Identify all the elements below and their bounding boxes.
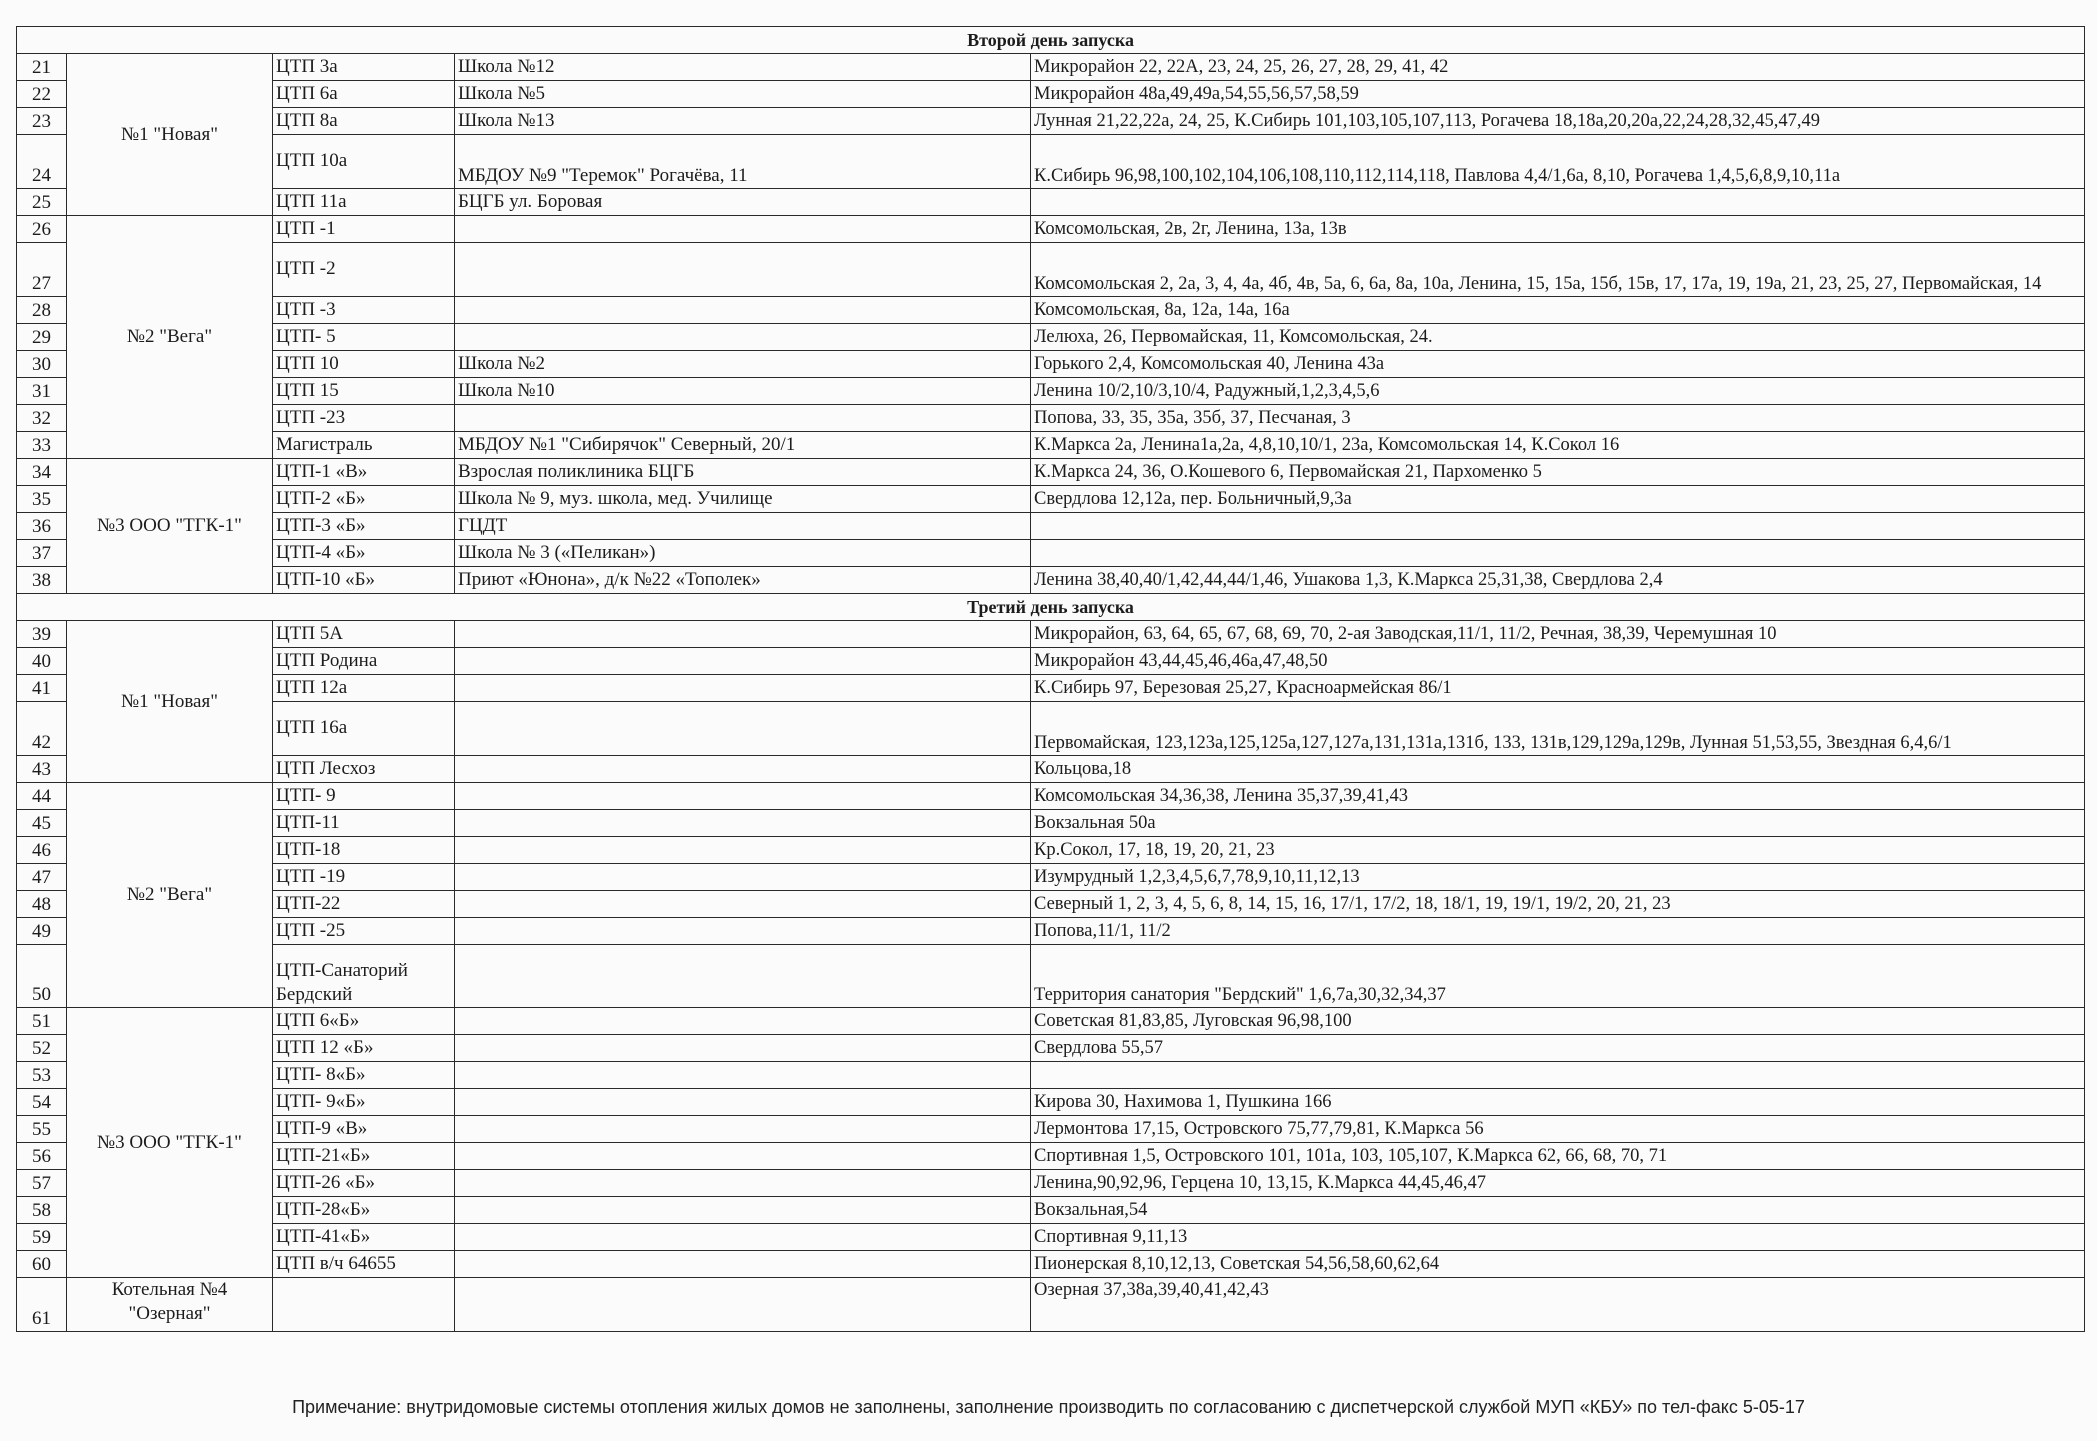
consumer-name [455,621,1031,648]
row-number: 26 [17,216,67,243]
substation-name: ЦТП-28«Б» [273,1197,455,1224]
consumer-name [455,864,1031,891]
consumer-name: МБДОУ №9 "Теремок" Рогачёва, 11 [455,135,1031,189]
consumer-name: БЦГБ ул. Боровая [455,189,1031,216]
substation-name: ЦТП 12 «Б» [273,1035,455,1062]
table-row [17,540,2085,567]
address-list: Кр.Сокол, 17, 18, 19, 20, 21, 23 [1031,837,2085,864]
address-list [1031,189,2085,216]
row-number: 31 [17,378,67,405]
table-row [17,1170,2085,1197]
address-list: Вокзальная 50а [1031,810,2085,837]
table-row [17,135,2085,189]
heat-source: №2 "Вега" [67,783,273,1008]
substation-name: ЦТП -25 [273,918,455,945]
row-number: 25 [17,189,67,216]
row-number: 45 [17,810,67,837]
consumer-name [455,1251,1031,1278]
row-number: 52 [17,1035,67,1062]
consumer-name: МБДОУ №1 "Сибирячок" Северный, 20/1 [455,432,1031,459]
row-number: 27 [17,243,67,297]
substation-name: ЦТП Родина [273,648,455,675]
address-list: Территория санатория "Бердский" 1,6,7а,30,32,34,37 [1031,945,2085,1008]
consumer-name [455,1170,1031,1197]
address-list: Кольцова,18 [1031,756,2085,783]
row-number: 55 [17,1116,67,1143]
heat-source: №1 "Новая" [67,621,273,783]
row-number: 59 [17,1224,67,1251]
address-list [1031,540,2085,567]
table-row [17,1089,2085,1116]
table-row [17,891,2085,918]
consumer-name: Школа №10 [455,378,1031,405]
row-number: 53 [17,1062,67,1089]
substation-name: ЦТП-2 «Б» [273,486,455,513]
consumer-name [455,1278,1031,1332]
address-list: Спортивная 9,11,13 [1031,1224,2085,1251]
row-number: 35 [17,486,67,513]
consumer-name: ГЦДТ [455,513,1031,540]
address-list: Свердлова 55,57 [1031,1035,2085,1062]
row-number: 58 [17,1197,67,1224]
address-list: Озерная 37,38а,39,40,41,42,43 [1031,1278,2085,1332]
row-number: 56 [17,1143,67,1170]
address-list: Микрорайон 22, 22А, 23, 24, 25, 26, 27, 28, 29, 41, 42 [1031,54,2085,81]
substation-name: ЦТП 3а [273,54,455,81]
heating-launch-schedule [16,26,2084,1332]
substation-name: ЦТП 12а [273,675,455,702]
row-number: 28 [17,297,67,324]
table-row [17,405,2085,432]
row-number: 49 [17,918,67,945]
footnote: Примечание: внутридомовые системы отопления жилых домов не заполнены, заполнение производить по согласованию с диспетчерской службой МУП «КБУ» по тел-факс 5-05-17 [292,1397,1805,1417]
table-row [17,513,2085,540]
row-number: 38 [17,567,67,594]
substation-name: ЦТП 5А [273,621,455,648]
substation-name: ЦТП 11а [273,189,455,216]
address-list: Изумрудный 1,2,3,4,5,6,7,78,9,10,11,12,13 [1031,864,2085,891]
substation-name [273,1278,455,1332]
consumer-name [455,1008,1031,1035]
table-row [17,1197,2085,1224]
consumer-name [455,810,1031,837]
table-row [17,1008,2085,1035]
address-list: Первомайская, 123,123а,125,125а,127,127а,131,131а,131б, 133, 131в,129,129а,129в, Лунная 51,53,55, Звездная 6,4,6/1 [1031,702,2085,756]
substation-name: ЦТП-3 «Б» [273,513,455,540]
table-row [17,486,2085,513]
address-list: Лермонтова 17,15, Островского 75,77,79,81, К.Маркса 56 [1031,1116,2085,1143]
consumer-name [455,783,1031,810]
address-list: Горького 2,4, Комсомольская 40, Ленина 43а [1031,351,2085,378]
consumer-name [455,1062,1031,1089]
section-title: Второй день запуска [17,27,2085,54]
address-list: Ленина 38,40,40/1,42,44,44/1,46, Ушакова 1,3, К.Маркса 25,31,38, Свердлова 2,4 [1031,567,2085,594]
row-number: 23 [17,108,67,135]
table-row [17,81,2085,108]
substation-name: ЦТП-11 [273,810,455,837]
table-row [17,189,2085,216]
consumer-name [455,702,1031,756]
substation-name: ЦТП Лесхоз [273,756,455,783]
table-row [17,756,2085,783]
table-row [17,648,2085,675]
table-row [17,567,2085,594]
row-number: 61 [17,1278,67,1332]
table-row [17,108,2085,135]
substation-name: ЦТП 6а [273,81,455,108]
address-list: К.Сибирь 97, Березовая 25,27, Красноармейская 86/1 [1031,675,2085,702]
address-list: Комсомольская, 8а, 12а, 14а, 16а [1031,297,2085,324]
address-list: Ленина,90,92,96, Герцена 10, 13,15, К.Маркса 44,45,46,47 [1031,1170,2085,1197]
consumer-name [455,324,1031,351]
table-row [17,243,2085,297]
consumer-name [455,918,1031,945]
address-list: Пионерская 8,10,12,13, Советская 54,56,58,60,62,64 [1031,1251,2085,1278]
substation-name: ЦТП 10 [273,351,455,378]
table-row [17,297,2085,324]
substation-name: ЦТП-18 [273,837,455,864]
address-list: Комсомольская, 2в, 2г, Ленина, 13а, 13в [1031,216,2085,243]
consumer-name [455,648,1031,675]
substation-name: ЦТП 6«Б» [273,1008,455,1035]
address-list: Северный 1, 2, 3, 4, 5, 6, 8, 14, 15, 16, 17/1, 17/2, 18, 18/1, 19, 19/1, 19/2, 20, 21, 23 [1031,891,2085,918]
address-list: Ленина 10/2,10/3,10/4, Радужный,1,2,3,4,5,6 [1031,378,2085,405]
row-number: 34 [17,459,67,486]
substation-name: ЦТП в/ч 64655 [273,1251,455,1278]
address-list: Попова, 33, 35, 35а, 35б, 37, Песчаная, 3 [1031,405,2085,432]
schedule-body [17,27,2085,1332]
consumer-name [455,297,1031,324]
heat-source: №2 "Вега" [67,216,273,459]
address-list: Комсомольская 34,36,38, Ленина 35,37,39,41,43 [1031,783,2085,810]
substation-name: ЦТП- 9 [273,783,455,810]
substation-name: ЦТП- 5 [273,324,455,351]
heat-source: Котельная №4 "Озерная" [67,1278,273,1332]
address-list: К.Маркса 2а, Ленина1а,2а, 4,8,10,10/1, 23а, Комсомольская 14, К.Сокол 16 [1031,432,2085,459]
consumer-name [455,1224,1031,1251]
substation-name: ЦТП- 9«Б» [273,1089,455,1116]
substation-name: ЦТП-41«Б» [273,1224,455,1251]
consumer-name: Школа №2 [455,351,1031,378]
consumer-name [455,945,1031,1008]
table-row [17,351,2085,378]
consumer-name: Приют «Юнона», д/к №22 «Тополек» [455,567,1031,594]
substation-name: Магистраль [273,432,455,459]
table-row [17,1062,2085,1089]
row-number: 32 [17,405,67,432]
substation-name: ЦТП-9 «В» [273,1116,455,1143]
row-number: 60 [17,1251,67,1278]
consumer-name: Школа №12 [455,54,1031,81]
address-list [1031,513,2085,540]
table-row [17,1224,2085,1251]
address-list: К.Сибирь 96,98,100,102,104,106,108,110,112,114,118, Павлова 4,4/1,6а, 8,10, Рогачева 1,4,5,6,8,9,10,11а [1031,135,2085,189]
consumer-name [455,837,1031,864]
row-number: 43 [17,756,67,783]
row-number: 40 [17,648,67,675]
consumer-name [455,1116,1031,1143]
consumer-name [455,1089,1031,1116]
substation-name: ЦТП -23 [273,405,455,432]
table-row [17,621,2085,648]
table-row [17,54,2085,81]
substation-name: ЦТП-1 «В» [273,459,455,486]
consumer-name [455,1035,1031,1062]
address-list: Спортивная 1,5, Островского 101, 101а, 103, 105,107, К.Маркса 62, 66, 68, 70, 71 [1031,1143,2085,1170]
substation-name: ЦТП-10 «Б» [273,567,455,594]
table-row [17,459,2085,486]
table-row [17,945,2085,1008]
consumer-name: Школа №5 [455,81,1031,108]
table-row [17,378,2085,405]
substation-name: ЦТП 16а [273,702,455,756]
consumer-name [455,243,1031,297]
consumer-name [455,1143,1031,1170]
address-list: Лелюха, 26, Первомайская, 11, Комсомольская, 24. [1031,324,2085,351]
table-row [17,918,2085,945]
consumer-name [455,756,1031,783]
row-number: 29 [17,324,67,351]
consumer-name [455,1197,1031,1224]
heat-source: №3 ООО "ТГК-1" [67,1008,273,1278]
substation-name: ЦТП -2 [273,243,455,297]
table-row [17,1116,2085,1143]
table-row [17,1251,2085,1278]
table-row [17,702,2085,756]
table-row [17,1035,2085,1062]
consumer-name: Школа №13 [455,108,1031,135]
consumer-name [455,675,1031,702]
substation-name: ЦТП 15 [273,378,455,405]
row-number: 36 [17,513,67,540]
consumer-name: Школа № 3 («Пеликан») [455,540,1031,567]
row-number: 37 [17,540,67,567]
substation-name: ЦТП 8а [273,108,455,135]
row-number: 57 [17,1170,67,1197]
table-row [17,432,2085,459]
table-row [17,783,2085,810]
substation-name: ЦТП-Санаторий Бердский [273,945,455,1008]
consumer-name: Школа № 9, муз. школа, мед. Училище [455,486,1031,513]
row-number: 41 [17,675,67,702]
substation-name: ЦТП-4 «Б» [273,540,455,567]
row-number: 46 [17,837,67,864]
row-number: 48 [17,891,67,918]
table-row [17,216,2085,243]
row-number: 24 [17,135,67,189]
heat-source: №3 ООО "ТГК-1" [67,459,273,594]
substation-name: ЦТП-21«Б» [273,1143,455,1170]
substation-name: ЦТП -19 [273,864,455,891]
address-list: Микрорайон, 63, 64, 65, 67, 68, 69, 70, 2-ая Заводская,11/1, 11/2, Речная, 38,39, Черемушная 10 [1031,621,2085,648]
row-number: 33 [17,432,67,459]
substation-name: ЦТП-22 [273,891,455,918]
row-number: 54 [17,1089,67,1116]
address-list: К.Маркса 24, 36, О.Кошевого 6, Первомайская 21, Пархоменко 5 [1031,459,2085,486]
address-list: Советская 81,83,85, Луговская 96,98,100 [1031,1008,2085,1035]
address-list: Свердлова 12,12а, пер. Больничный,9,3а [1031,486,2085,513]
section-header-row [17,27,2085,54]
row-number: 22 [17,81,67,108]
row-number: 21 [17,54,67,81]
row-number: 51 [17,1008,67,1035]
address-list: Микрорайон 43,44,45,46,46а,47,48,50 [1031,648,2085,675]
table-row [17,675,2085,702]
substation-name: ЦТП -3 [273,297,455,324]
row-number: 42 [17,702,67,756]
table-row [17,1143,2085,1170]
table-row [17,810,2085,837]
address-list: Вокзальная,54 [1031,1197,2085,1224]
section-title: Третий день запуска [17,594,2085,621]
heat-source: №1 "Новая" [67,54,273,216]
table-row [17,1278,2085,1332]
consumer-name: Взрослая поликлиника БЦГБ [455,459,1031,486]
row-number: 30 [17,351,67,378]
table-row [17,864,2085,891]
row-number: 47 [17,864,67,891]
row-number: 44 [17,783,67,810]
section-header-row [17,594,2085,621]
row-number: 50 [17,945,67,1008]
schedule-table [16,26,2085,1332]
address-list: Кирова 30, Нахимова 1, Пушкина 166 [1031,1089,2085,1116]
row-number: 39 [17,621,67,648]
consumer-name [455,405,1031,432]
address-list: Микрорайон 48а,49,49а,54,55,56,57,58,59 [1031,81,2085,108]
substation-name: ЦТП 10а [273,135,455,189]
address-list: Лунная 21,22,22а, 24, 25, К.Сибирь 101,103,105,107,113, Рогачева 18,18а,20,20а,22,24,28,32,45,47,49 [1031,108,2085,135]
address-list: Попова,11/1, 11/2 [1031,918,2085,945]
table-row [17,324,2085,351]
address-list: Комсомольская 2, 2а, 3, 4, 4а, 4б, 4в, 5а, 6, 6а, 8а, 10а, Ленина, 15, 15а, 15б, 15в, 17, 17а, 19, 19а, 21, 23, 25, 27, Первомайская, 14 [1031,243,2085,297]
substation-name: ЦТП -1 [273,216,455,243]
address-list [1031,1062,2085,1089]
consumer-name [455,891,1031,918]
substation-name: ЦТП-26 «Б» [273,1170,455,1197]
consumer-name [455,216,1031,243]
table-row [17,837,2085,864]
substation-name: ЦТП- 8«Б» [273,1062,455,1089]
